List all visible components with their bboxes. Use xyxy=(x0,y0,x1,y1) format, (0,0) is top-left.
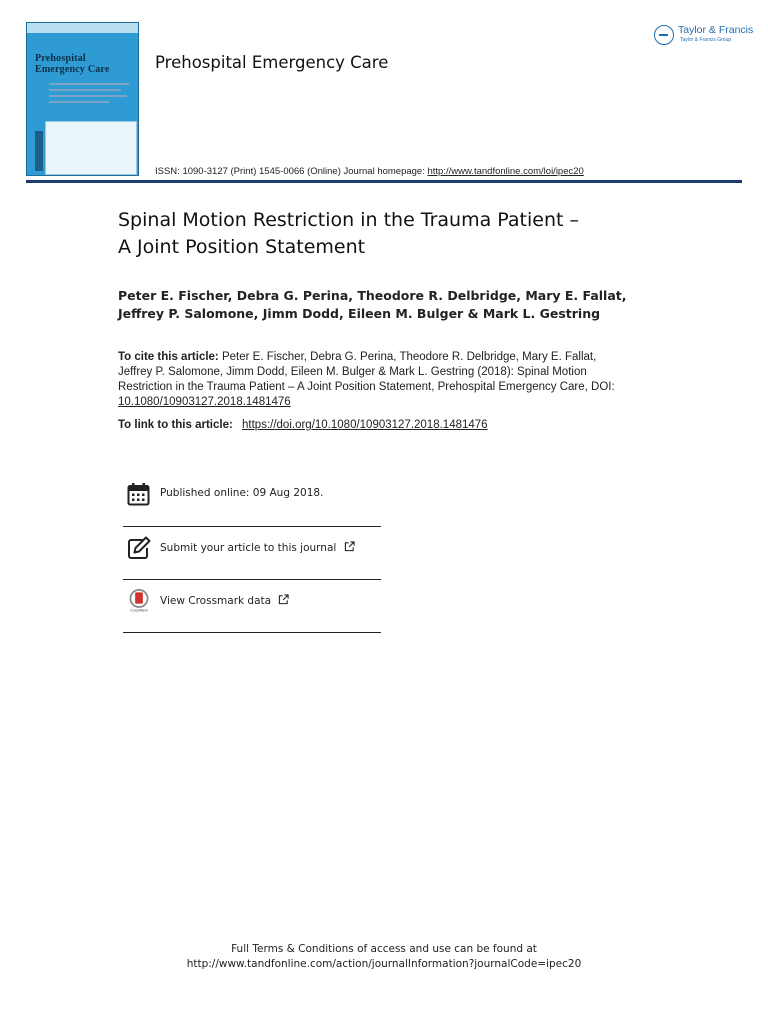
article-link-label: To link to this article: xyxy=(118,419,233,431)
header-divider xyxy=(26,180,742,183)
citation-label: To cite this article: xyxy=(118,351,219,363)
crossmark-logo-text: CrossMark xyxy=(130,608,148,613)
crossmark-item[interactable] xyxy=(127,589,377,613)
crossmark-link[interactable] xyxy=(160,594,289,607)
info-divider xyxy=(123,526,381,527)
article-title xyxy=(118,207,678,261)
footer-terms-link[interactable]: http://www.tandfonline.com/action/journalInformation?journalCode=ipec20 xyxy=(186,958,582,970)
calendar-icon xyxy=(127,482,151,506)
publisher-logo xyxy=(654,23,754,47)
submit-article-item[interactable] xyxy=(127,536,377,560)
cover-side-band xyxy=(35,131,43,171)
terms-footer xyxy=(0,942,768,972)
cover-text-line xyxy=(49,95,127,97)
article-authors xyxy=(118,287,678,323)
article-title-line2: A Joint Position Statement xyxy=(118,236,366,258)
citation-line2: Jeffrey P. Salomone, Jimm Dodd, Eileen M. Bulger & Mark L. Gestring (2018): Spinal Motion xyxy=(118,366,587,378)
info-divider xyxy=(123,579,381,580)
authors-line2: Jeffrey P. Salomone, Jimm Dodd, Eileen M. Bulger & Mark L. Gestring xyxy=(118,306,601,321)
crossmark-icon xyxy=(127,589,151,613)
publisher-name: Taylor & Francis xyxy=(678,24,754,36)
article-link-line xyxy=(118,419,488,431)
info-divider xyxy=(123,632,381,633)
footer-line1: Full Terms & Conditions of access and use can be found at xyxy=(231,943,537,955)
article-title-line1: Spinal Motion Restriction in the Trauma Patient – xyxy=(118,209,579,231)
authors-line1: Peter E. Fischer, Debra G. Perina, Theodore R. Delbridge, Mary E. Fallat, xyxy=(118,288,627,303)
issn-text: ISSN: 1090-3127 (Print) 1545-0066 (Online) Journal homepage: xyxy=(155,166,425,177)
publisher-group: Taylor & Francis Group xyxy=(680,37,732,43)
cover-title-line2: Emergency Care xyxy=(35,64,110,75)
citation-line3: Restriction in the Trauma Patient – A Joint Position Statement, Prehospital Emergency Care, DOI: xyxy=(118,381,615,393)
external-link-icon xyxy=(278,594,289,605)
journal-cover-image xyxy=(26,22,139,176)
published-online-item xyxy=(127,482,377,506)
submit-article-link[interactable] xyxy=(160,541,355,554)
article-doi-link[interactable]: https://doi.org/10.1080/10903127.2018.1481476 xyxy=(242,419,488,431)
citation-block xyxy=(118,350,678,410)
citation-line1: Peter E. Fischer, Debra G. Perina, Theodore R. Delbridge, Mary E. Fallat, xyxy=(221,351,597,363)
published-date: Published online: 09 Aug 2018. xyxy=(160,487,324,499)
cover-title xyxy=(35,53,110,75)
journal-name[interactable]: Prehospital Emergency Care xyxy=(155,53,389,72)
citation-row1 xyxy=(118,350,678,365)
citation-doi-link[interactable]: 10.1080/10903127.2018.1481476 xyxy=(118,396,291,408)
cover-top-strip xyxy=(27,23,138,33)
cover-text-line xyxy=(49,101,109,103)
cover-text-line xyxy=(49,89,121,91)
crossmark-label: View Crossmark data xyxy=(160,595,272,607)
cover-text-line xyxy=(49,83,129,85)
issn-line xyxy=(155,166,584,177)
edit-icon xyxy=(127,536,151,560)
external-link-icon xyxy=(344,541,355,552)
submit-article-label: Submit your article to this journal xyxy=(160,542,337,554)
publisher-logo-icon xyxy=(654,25,674,45)
journal-homepage-link[interactable]: http://www.tandfonline.com/loi/ipec20 xyxy=(427,166,584,177)
cover-contents-box xyxy=(45,121,137,175)
cover-title-line1: Prehospital xyxy=(35,53,86,64)
